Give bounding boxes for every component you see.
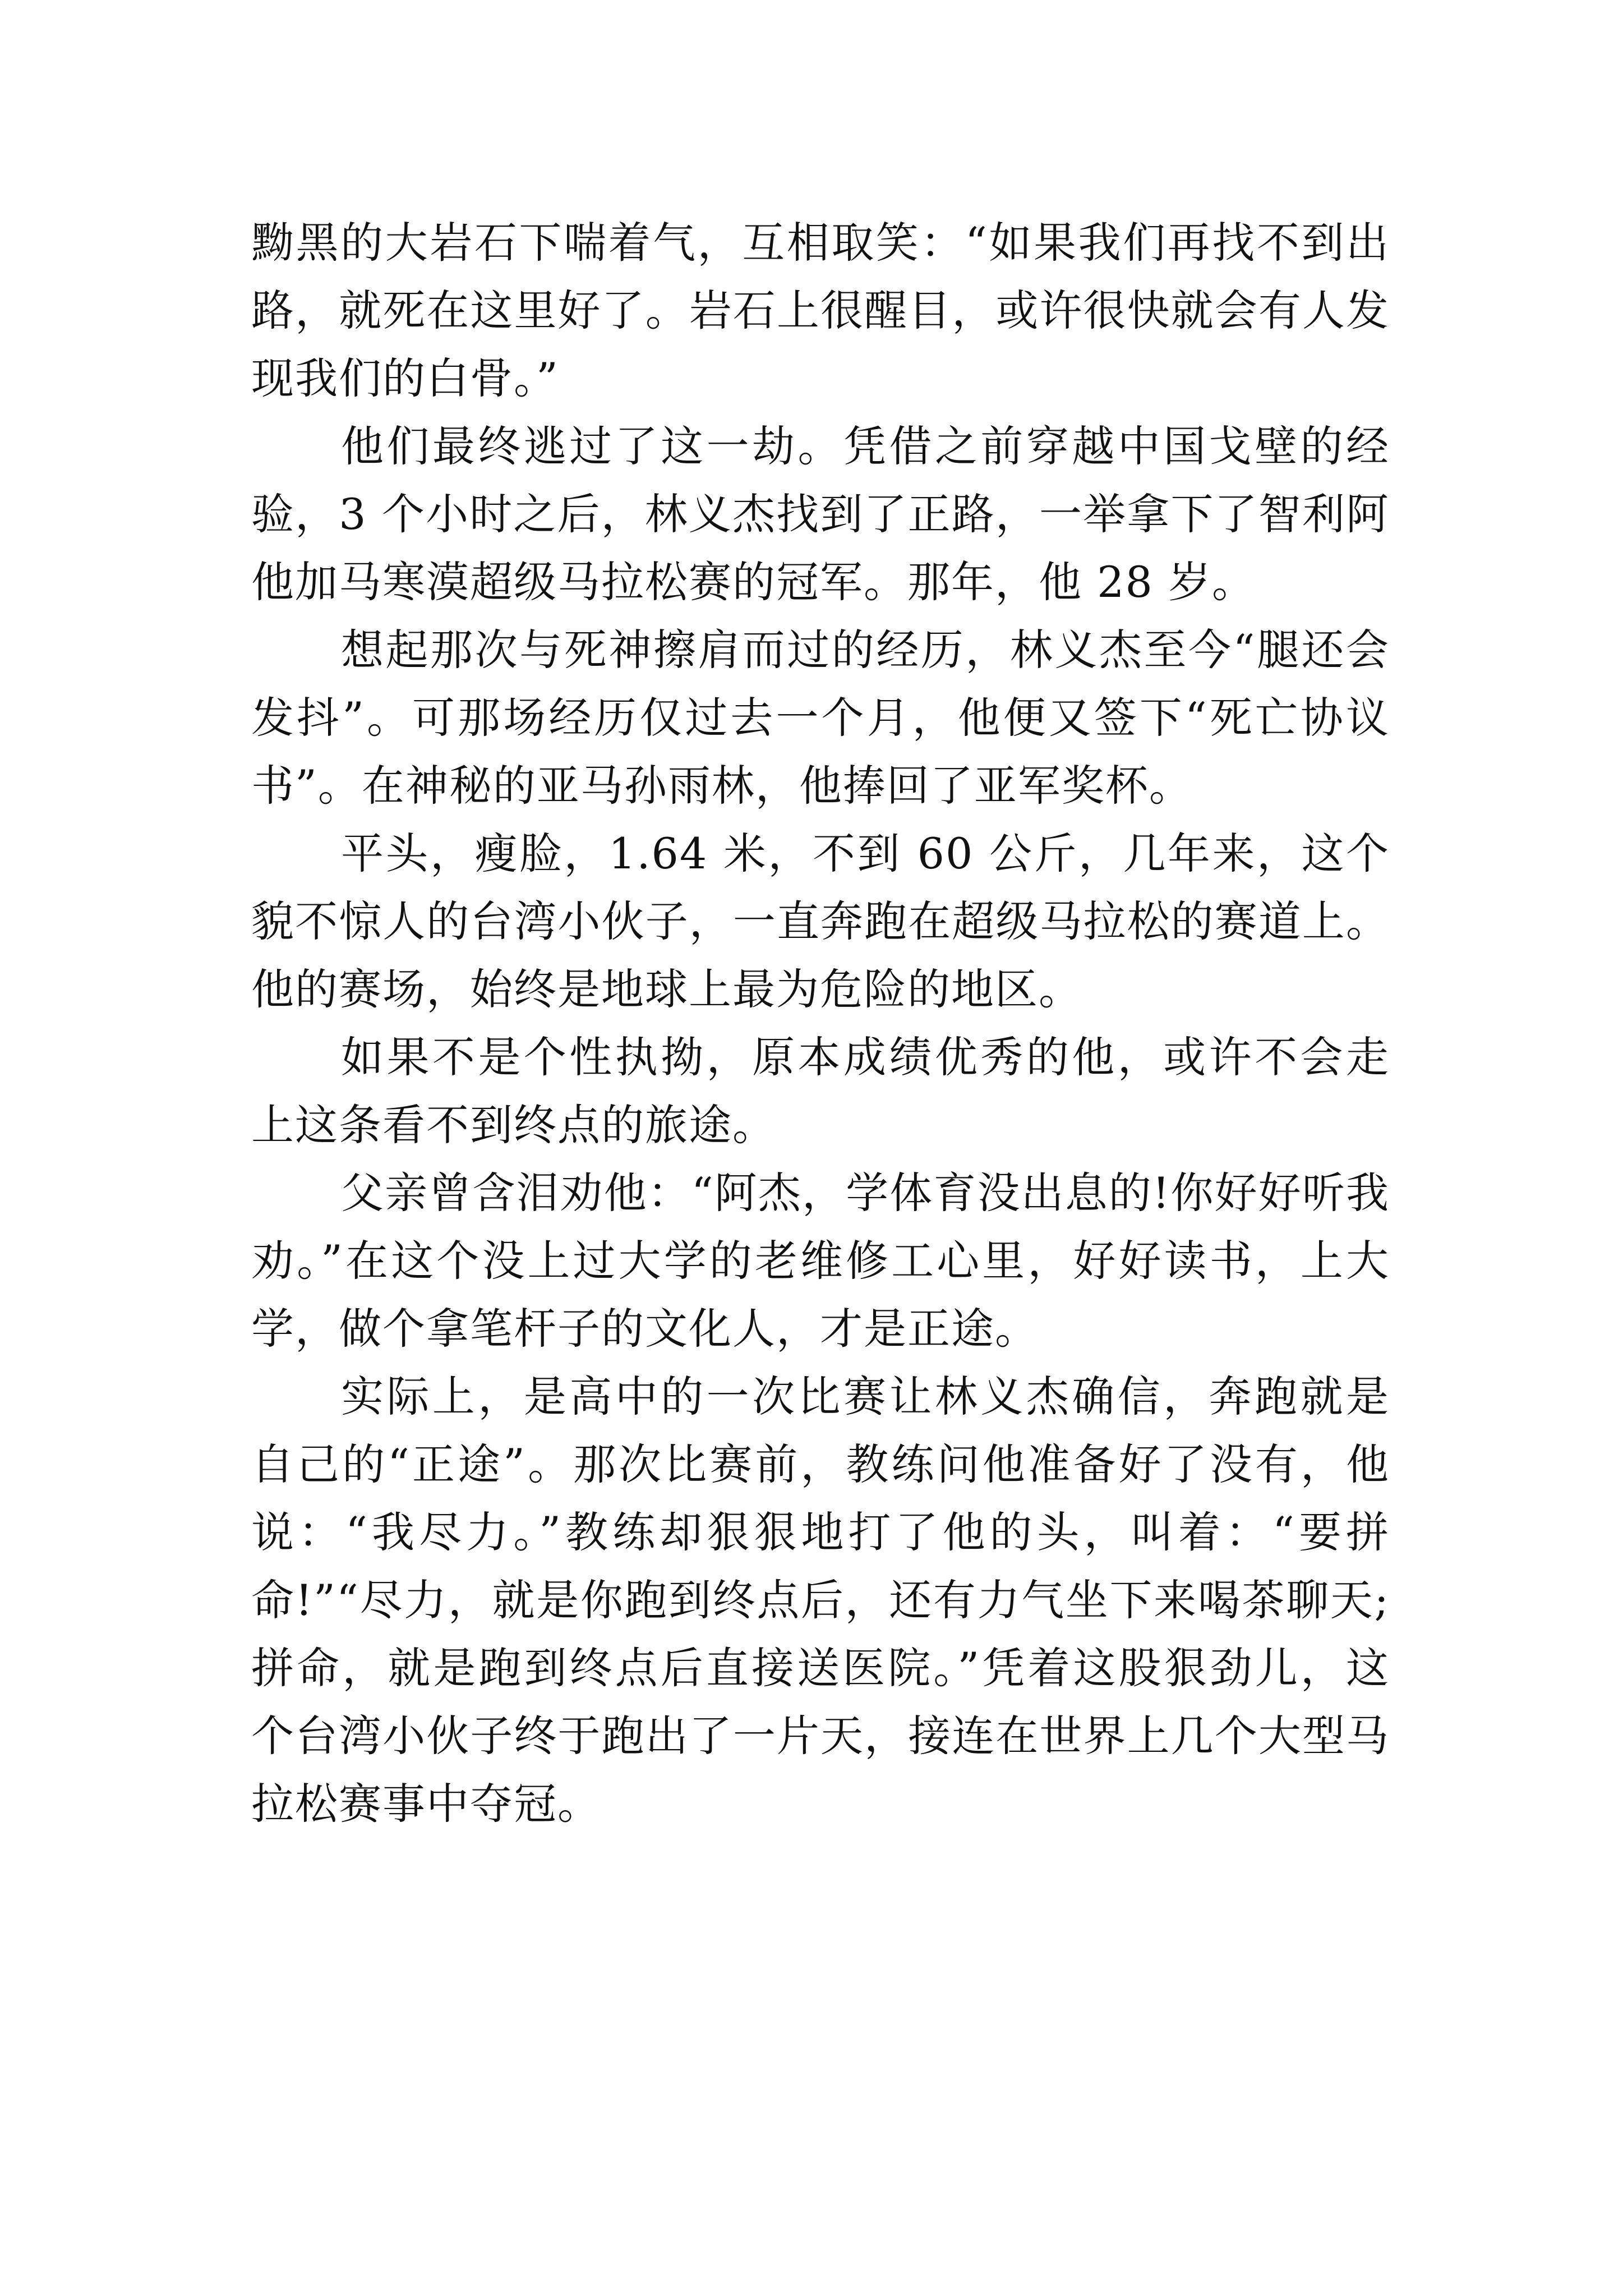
paragraph: 如果不是个性执拗，原本成绩优秀的他，或许不会走上这条看不到终点的旅途。 xyxy=(251,1032,1390,1150)
paragraph: 父亲曾含泪劝他：“阿杰，学体育没出息的!你好好听我劝。”在这个没上过大学的老维修工心里，好好读书，上大学，做个拿笔杆子的文化人，才是正途。 xyxy=(251,1168,1390,1354)
paragraph: 他们最终逃过了这一劫。凭借之前穿越中国戈壁的经验，3 个小时之后，林义杰找到了正路，一举拿下了智利阿他加马寒漠超级马拉松赛的冠军。那年，他 28 岁。 xyxy=(251,421,1390,607)
paragraph: 实际上，是高中的一次比赛让林义杰确信，奔跑就是自己的“正途”。那次比赛前，教练问他准备好了没有，他说：“我尽力。”教练却狠狠地打了他的头，叫着：“要拼命!”“尽力，就是你跑到终点后，还有力气坐下来喝茶聊天;拼命，就是跑到终点后直接送医院。”凭着这股狠劲儿，这个台湾小伙子终于跑出了一片天，接连在世界上几个大型马拉松赛事中夺冠。 xyxy=(251,1372,1390,1829)
article-body xyxy=(251,209,1390,1838)
paragraph: 想起那次与死神擦肩而过的经历，林义杰至今“腿还会发抖”。可那场经历仅过去一个月，他便又签下“死亡协议书”。在神秘的亚马孙雨林，他捧回了亚军奖杯。 xyxy=(251,625,1390,811)
paragraph-continuation: 黝黑的大岩石下喘着气，互相取笑：“如果我们再找不到出路，就死在这里好了。岩石上很醒目，或许很快就会有人发现我们的白骨。” xyxy=(251,218,1390,403)
paragraph: 平头，瘦脸，1.64 米，不到 60 公斤，几年来，这个貌不惊人的台湾小伙子，一直奔跑在超级马拉松的赛道上。他的赛场，始终是地球上最为危险的地区。 xyxy=(251,829,1390,1014)
